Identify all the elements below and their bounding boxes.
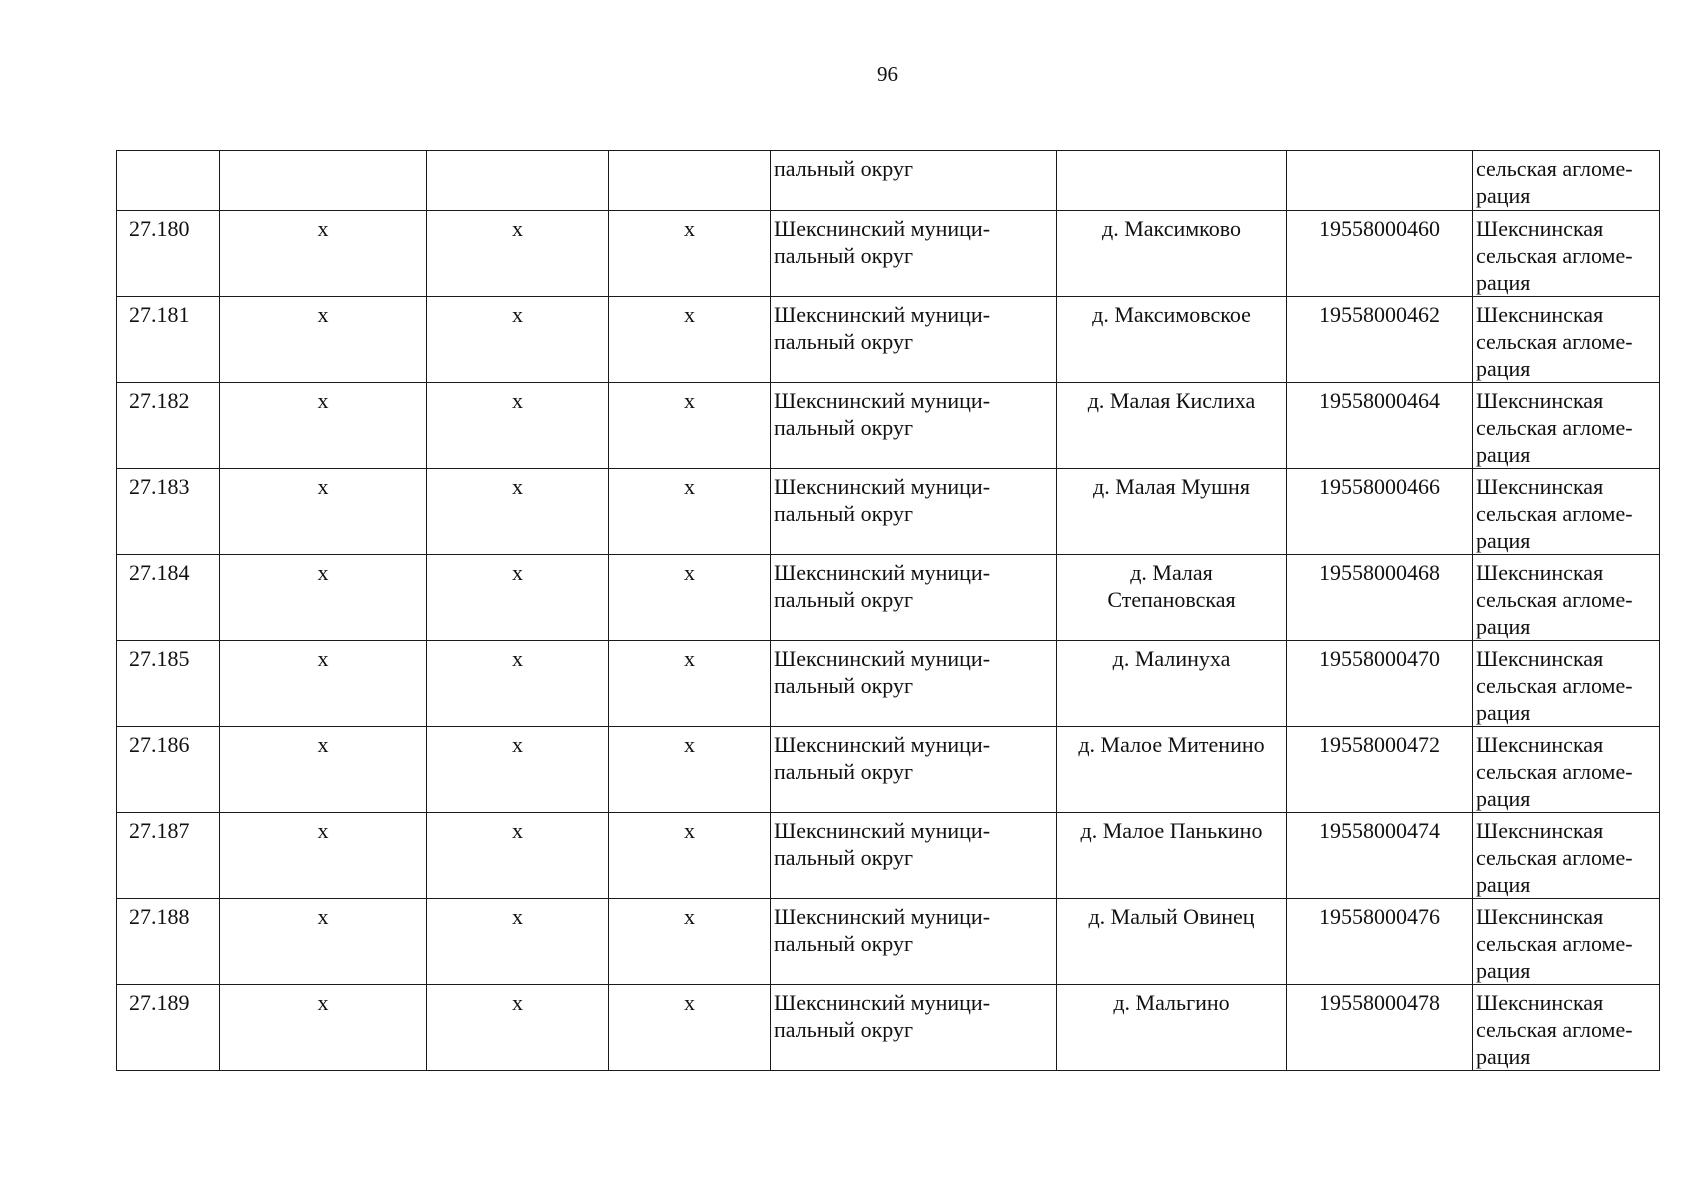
- cell-district: Шекснинский муници- пальный округ: [771, 297, 1057, 383]
- cell-col4: x: [609, 469, 771, 555]
- cell-col3: x: [427, 555, 609, 641]
- cell-col2: x: [220, 383, 427, 469]
- cell-number: 27.185: [117, 641, 220, 727]
- table-row: [117, 211, 1660, 297]
- cell-col4: [609, 151, 771, 211]
- cell-col4: x: [609, 641, 771, 727]
- cell-number: 27.189: [117, 985, 220, 1071]
- cell-agglomeration: Шекснинская сельская агломе- рация: [1473, 727, 1660, 813]
- cell-district: Шекснинский муници- пальный округ: [771, 641, 1057, 727]
- cell-code: 19558000478: [1287, 985, 1473, 1071]
- cell-district: пальный округ: [771, 151, 1057, 211]
- cell-col3: x: [427, 899, 609, 985]
- cell-locality: д. Малинуха: [1057, 641, 1287, 727]
- cell-locality: д. Малое Панькино: [1057, 813, 1287, 899]
- cell-code: 19558000474: [1287, 813, 1473, 899]
- cell-locality: д. Мальгино: [1057, 985, 1287, 1071]
- cell-code: 19558000466: [1287, 469, 1473, 555]
- table-row: [117, 383, 1660, 469]
- cell-agglomeration: сельская агломе- рация: [1473, 151, 1660, 211]
- cell-agglomeration: Шекснинская сельская агломе- рация: [1473, 899, 1660, 985]
- page-number: 96: [877, 62, 898, 86]
- cell-agglomeration: Шекснинская сельская агломе- рация: [1473, 211, 1660, 297]
- table-row: [117, 469, 1660, 555]
- cell-locality: д. Малое Митенино: [1057, 727, 1287, 813]
- cell-code: 19558000470: [1287, 641, 1473, 727]
- cell-col4: x: [609, 211, 771, 297]
- cell-col3: x: [427, 469, 609, 555]
- cell-locality: д. Максимково: [1057, 211, 1287, 297]
- cell-code: 19558000464: [1287, 383, 1473, 469]
- cell-col2: [220, 151, 427, 211]
- cell-number: 27.180: [117, 211, 220, 297]
- cell-col3: x: [427, 383, 609, 469]
- cell-col3: x: [427, 727, 609, 813]
- cell-number: 27.182: [117, 383, 220, 469]
- cell-district: Шекснинский муници- пальный округ: [771, 813, 1057, 899]
- cell-col4: x: [609, 985, 771, 1071]
- cell-col2: x: [220, 469, 427, 555]
- cell-district: Шекснинский муници- пальный округ: [771, 899, 1057, 985]
- cell-col2: x: [220, 297, 427, 383]
- cell-number: 27.181: [117, 297, 220, 383]
- cell-col2: x: [220, 555, 427, 641]
- table-row: [117, 985, 1660, 1071]
- cell-col3: x: [427, 297, 609, 383]
- cell-code: 19558000476: [1287, 899, 1473, 985]
- cell-col4: x: [609, 297, 771, 383]
- cell-col3: x: [427, 985, 609, 1071]
- cell-col2: x: [220, 985, 427, 1071]
- cell-code: 19558000462: [1287, 297, 1473, 383]
- table-row: [117, 555, 1660, 641]
- cell-agglomeration: Шекснинская сельская агломе- рация: [1473, 469, 1660, 555]
- cell-col3: x: [427, 641, 609, 727]
- cell-number: 27.188: [117, 899, 220, 985]
- cell-district: Шекснинский муници- пальный округ: [771, 211, 1057, 297]
- table-body: [117, 151, 1660, 1071]
- cell-district: Шекснинский муници- пальный округ: [771, 985, 1057, 1071]
- cell-number: [117, 151, 220, 211]
- cell-code: 19558000468: [1287, 555, 1473, 641]
- cell-col3: x: [427, 813, 609, 899]
- cell-district: Шекснинский муници- пальный округ: [771, 727, 1057, 813]
- table-row: [117, 297, 1660, 383]
- cell-code: 19558000460: [1287, 211, 1473, 297]
- cell-col2: x: [220, 641, 427, 727]
- settlements-table: [116, 150, 1660, 1071]
- cell-locality: д. Максимовское: [1057, 297, 1287, 383]
- cell-col2: x: [220, 899, 427, 985]
- table-row-continuation: [117, 151, 1660, 211]
- cell-col2: x: [220, 813, 427, 899]
- cell-col4: x: [609, 727, 771, 813]
- cell-district: Шекснинский муници- пальный округ: [771, 469, 1057, 555]
- cell-number: 27.184: [117, 555, 220, 641]
- cell-locality: д. Малая Мушня: [1057, 469, 1287, 555]
- cell-locality: [1057, 151, 1287, 211]
- cell-col3: [427, 151, 609, 211]
- cell-col4: x: [609, 813, 771, 899]
- table-row: [117, 813, 1660, 899]
- cell-district: Шекснинский муници- пальный округ: [771, 383, 1057, 469]
- cell-locality: д. Малый Овинец: [1057, 899, 1287, 985]
- cell-col4: x: [609, 383, 771, 469]
- cell-agglomeration: Шекснинская сельская агломе- рация: [1473, 297, 1660, 383]
- cell-number: 27.186: [117, 727, 220, 813]
- cell-agglomeration: Шекснинская сельская агломе- рация: [1473, 813, 1660, 899]
- cell-agglomeration: Шекснинская сельская агломе- рация: [1473, 555, 1660, 641]
- cell-col2: x: [220, 727, 427, 813]
- table-row: [117, 727, 1660, 813]
- cell-locality: д. Малая Кислиха: [1057, 383, 1287, 469]
- cell-district: Шекснинский муници- пальный округ: [771, 555, 1057, 641]
- cell-col2: x: [220, 211, 427, 297]
- cell-col4: x: [609, 555, 771, 641]
- cell-agglomeration: Шекснинская сельская агломе- рация: [1473, 985, 1660, 1071]
- table-row: [117, 899, 1660, 985]
- cell-code: [1287, 151, 1473, 211]
- cell-code: 19558000472: [1287, 727, 1473, 813]
- cell-number: 27.183: [117, 469, 220, 555]
- cell-col4: x: [609, 899, 771, 985]
- cell-locality: д. Малая Степановская: [1057, 555, 1287, 641]
- cell-agglomeration: Шекснинская сельская агломе- рация: [1473, 641, 1660, 727]
- cell-number: 27.187: [117, 813, 220, 899]
- cell-col3: x: [427, 211, 609, 297]
- table-row: [117, 641, 1660, 727]
- cell-agglomeration: Шекснинская сельская агломе- рация: [1473, 383, 1660, 469]
